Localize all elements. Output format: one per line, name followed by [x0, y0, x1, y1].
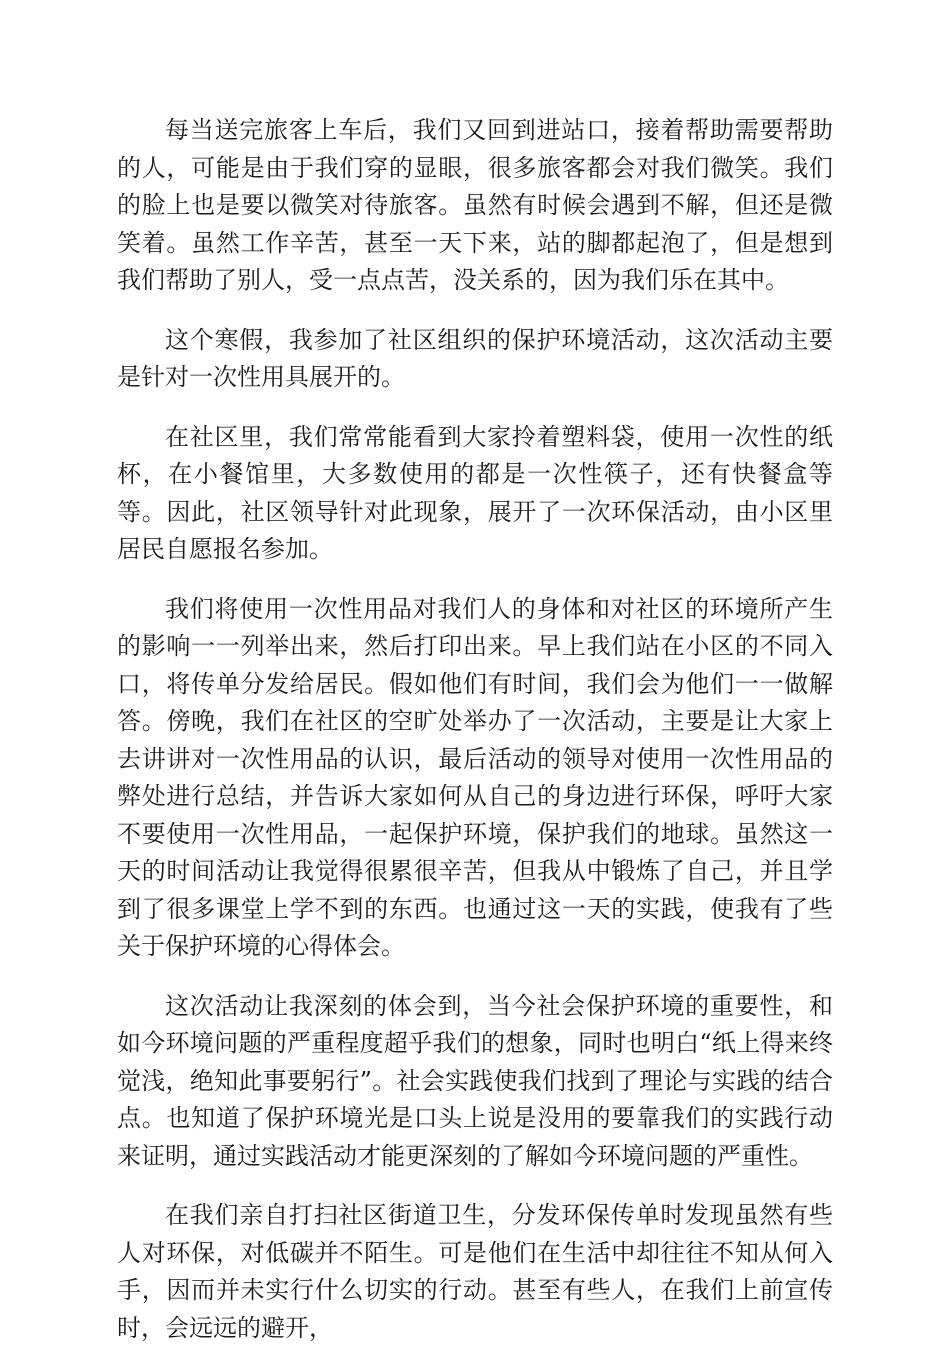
paragraph-winter-break-activity: 这个寒假，我参加了社区组织的保护环境活动，这次活动主要是针对一次性用具展开的。 — [117, 325, 833, 391]
paragraph-activity-details: 我们将使用一次性用品对我们人的身体和对社区的环境所产生的影响一一列举出来，然后打印出来。早上我们站在小区的不同入口，将传单分发给居民。假如他们有时间，我们会为他们一一做解答。傍晚，我们在社区的空旷处举办了一次活动，主要是让大家上去讲讲对一次性用品的认识，最后活动的领导对使用一次性用品的弊处进行总结，并告诉大家如何从自己的身边进行环保，呼吁大家不要使用一次性用品，一起保护环境，保护我们的地球。虽然这一天的时间活动让我觉得很累很辛苦，但我从中锻炼了自己，并且学到了很多课堂上学不到的东西。也通过这一天的实践，使我有了些关于保护环境的心得体会。 — [117, 594, 833, 960]
paragraph-street-cleaning: 在我们亲自打扫社区街道卫生，分发环保传单时发现虽然有些人对环保，对低碳并不陌生。可是他们在生活中却往往不知从何入手，因而并未实行什么切实的行动。甚至有些人，在我们上前宣传时，会远远的避开， — [117, 1201, 833, 1342]
paragraph-reflection: 这次活动让我深刻的体会到，当今社会保护环境的重要性，和如今环境问题的严重程度超乎我们的想象，同时也明白“纸上得来终觉浅，绝知此事要躬行”。社会实践使我们找到了理论与实践的结合点。也知道了保护环境光是口头上说是没用的要靠我们的实践行动来证明，通过实践活动才能更深刻的了解如今环境问题的严重性。 — [117, 991, 833, 1170]
document-body — [117, 112, 833, 1369]
paragraph-volunteer-station: 每当送完旅客上车后，我们又回到进站口，接着帮助需要帮助的人，可能是由于我们穿的显眼，很多旅客都会对我们微笑。我们的脸上也是要以微笑对待旅客。虽然有时候会遇到不解，但还是微笑着。虽然工作辛苦，甚至一天下来，站的脚都起泡了，但是想到我们帮助了别人，受一点点苦，没关系的，因为我们乐在其中。 — [117, 116, 833, 294]
paragraph-disposable-items: 在社区里，我们常常能看到大家拎着塑料袋，使用一次性的纸杯，在小餐馆里，大多数使用的都是一次性筷子，还有快餐盒等等。因此，社区领导针对此现象，展开了一次环保活动，由小区里居民自愿报名参加。 — [117, 422, 833, 563]
